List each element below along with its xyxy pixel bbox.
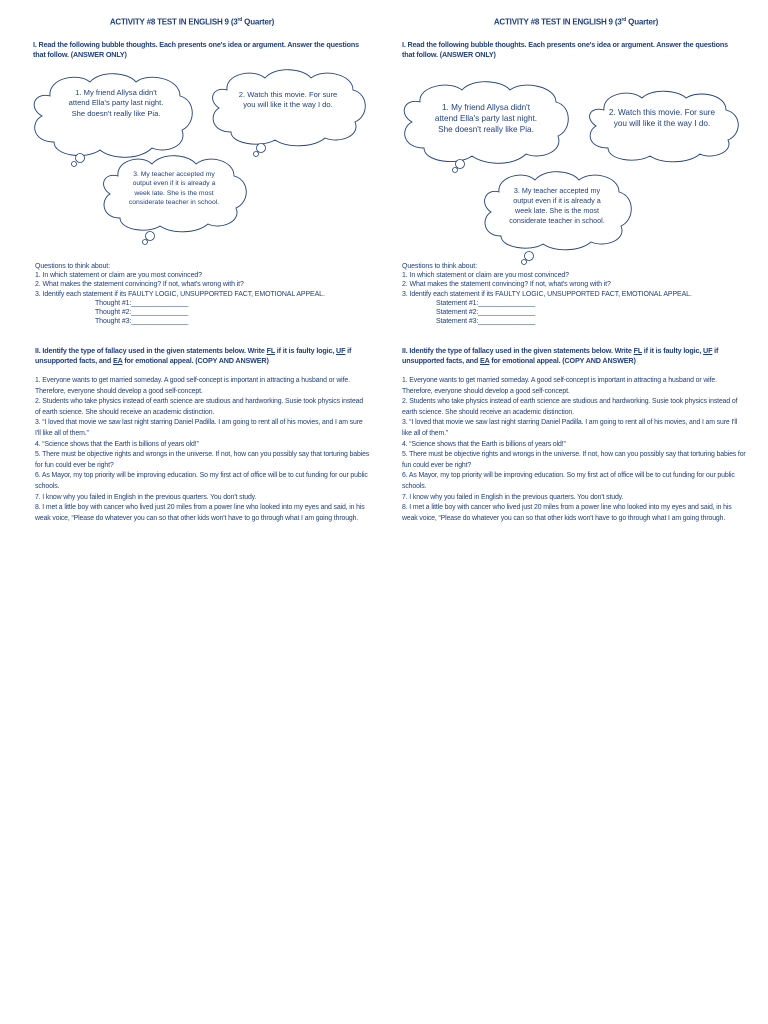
item-7: 7. I know why you failed in English in the previous quarters. You don't study. xyxy=(35,493,257,501)
fallacy-items xyxy=(35,376,370,524)
questions-heading: Questions to think about: xyxy=(35,263,110,270)
item-6: 6. As Mayor, my top priority will be improving education. So my first act of office will be to cut funding for our public schools. xyxy=(402,472,735,490)
question-2: 2. What makes the statement convincing? If not, what's wrong with it? xyxy=(35,281,244,289)
answer-blank-3: Thought #3:_______________ xyxy=(95,318,189,326)
questions-block xyxy=(35,262,375,326)
section-1-instructions: I. Read the following bubble thoughts. Each presents one's idea or argument. Answer the questions that follow. (ANSWER ONLY) xyxy=(33,40,359,59)
questions-block xyxy=(402,262,752,326)
answer-blank-1: Statement #1:_______________ xyxy=(436,299,536,307)
item-5: 5. There must be objective rights and wrongs in the universe. If not, how can you possibly say that torturing babies for fun could ever be right? xyxy=(402,451,746,469)
item-3: 3. “I loved that movie we saw last night starring Daniel Padilla. I am going to rent all of his movies, and I am sure I'll like all of them.” xyxy=(35,419,363,437)
questions-heading: Questions to think about: xyxy=(402,263,477,270)
section-2-instructions: II. Identify the type of fallacy used in the given statements below. Write FL if it is faulty logic, UF if unsupported facts, and EA for emotional appeal. (COPY AND ANSWER) xyxy=(402,346,719,365)
answer-blank-2: Thought #2:_______________ xyxy=(95,309,189,317)
item-1: 1. Everyone wants to get married someday. A good self-concept is important in attracting a husband or wife. Therefore, everyone should develop a good self-concept. xyxy=(35,377,350,395)
thought-bubble-1: 1. My friend Allysa didn't attend Ella's party last night. She doesn't really like Pia. xyxy=(28,74,194,164)
item-6: 6. As Mayor, my top priority will be improving education. So my first act of office will be to cut funding for our public schools. xyxy=(35,472,368,490)
answer-blank-2: Statement #2:_______________ xyxy=(436,309,536,317)
thought-bubble-2: 2. Watch this movie. For sure you will like it the way I do. xyxy=(584,92,742,166)
thought-bubble-3: 3. My teacher accepted my output even if it is already a week late. She is the most considerate teacher in school. xyxy=(98,156,248,242)
item-7: 7. I know why you failed in English in the previous quarters. You don't study. xyxy=(402,493,624,501)
worksheet-title: ACTIVITY #8 TEST IN ENGLISH 9 (3rd Quarter) xyxy=(109,17,275,27)
answer-blank-1: Thought #1:_______________ xyxy=(95,299,189,307)
thought-bubble-2: 2. Watch this movie. For sure you will like it the way I do. xyxy=(207,70,369,152)
question-1: 1. In which statement or claim are you most convinced? xyxy=(35,272,202,280)
thought-bubble-1: 1. My friend Allysa didn't attend Ella's party last night. She doesn't really like Pia. xyxy=(398,82,570,168)
question-3: 3. Identify each statement if its FAULTY LOGIC, UNSUPPORTED FACT, EMOTIONAL APPEAL. xyxy=(402,290,692,298)
question-2: 2. What makes the statement convincing? If not, what's wrong with it? xyxy=(402,281,611,289)
section-1-instructions: I. Read the following bubble thoughts. Each presents one's idea or argument. Answer the questions that follow. (ANSWER ONLY) xyxy=(402,40,728,59)
item-2: 2. Students who take physics instead of earth science are studious and hardworking. Susie took physics instead of earth science. She should receive an academic distinction. xyxy=(402,398,738,416)
fallacy-items xyxy=(402,376,747,524)
item-4: 4. “Science shows that the Earth is billions of years old!” xyxy=(402,440,566,448)
worksheet-title: ACTIVITY #8 TEST IN ENGLISH 9 (3rd Quarter) xyxy=(493,17,659,27)
item-8: 8. I met a little boy with cancer who lived just 20 miles from a power line who looked into my eyes and said, in his weak voice, “Please do whatever you can so that other kids won't have to go through what I am going through. xyxy=(35,504,365,522)
question-1: 1. In which statement or claim are you most convinced? xyxy=(402,272,569,280)
item-5: 5. There must be objective rights and wrongs in the universe. If not, how can you possibly say that torturing babies for fun could ever be right? xyxy=(35,451,370,469)
cloud-shape xyxy=(207,70,369,152)
item-3: 3. “I loved that movie we saw last night starring Daniel Padilla. I am going to rent all of his movies, and I am sure I'll like all of them.” xyxy=(402,419,738,437)
item-1: 1. Everyone wants to get married someday. A good self-concept is important in attracting a husband or wife. Therefore, everyone should develop a good self-concept. xyxy=(402,377,717,395)
question-3: 3. Identify each statement if its FAULTY LOGIC, UNSUPPORTED FACT, EMOTIONAL APPEAL. xyxy=(35,290,325,298)
answer-blank-3: Statement #3:_______________ xyxy=(436,318,536,326)
item-2: 2. Students who take physics instead of earth science are studious and hardworking. Susie took physics instead of earth science. She should receive an academic distinction. xyxy=(35,398,364,416)
item-8: 8. I met a little boy with cancer who lived just 20 miles from a power line who looked into my eyes and said, in his weak voice, “Please do whatever you can so that other kids won't have to go through what I am going through. xyxy=(402,504,732,522)
section-2-instructions: II. Identify the type of fallacy used in the given statements below. Write FL if it is faulty logic, UF if unsupported facts, and EA for emotional appeal. (COPY AND ANSWER) xyxy=(35,346,352,365)
thought-bubble-3: 3. My teacher accepted my output even if it is already a week late. She is the most considerate teacher in school. xyxy=(479,172,633,262)
item-4: 4. “Science shows that the Earth is billions of years old!” xyxy=(35,440,199,448)
